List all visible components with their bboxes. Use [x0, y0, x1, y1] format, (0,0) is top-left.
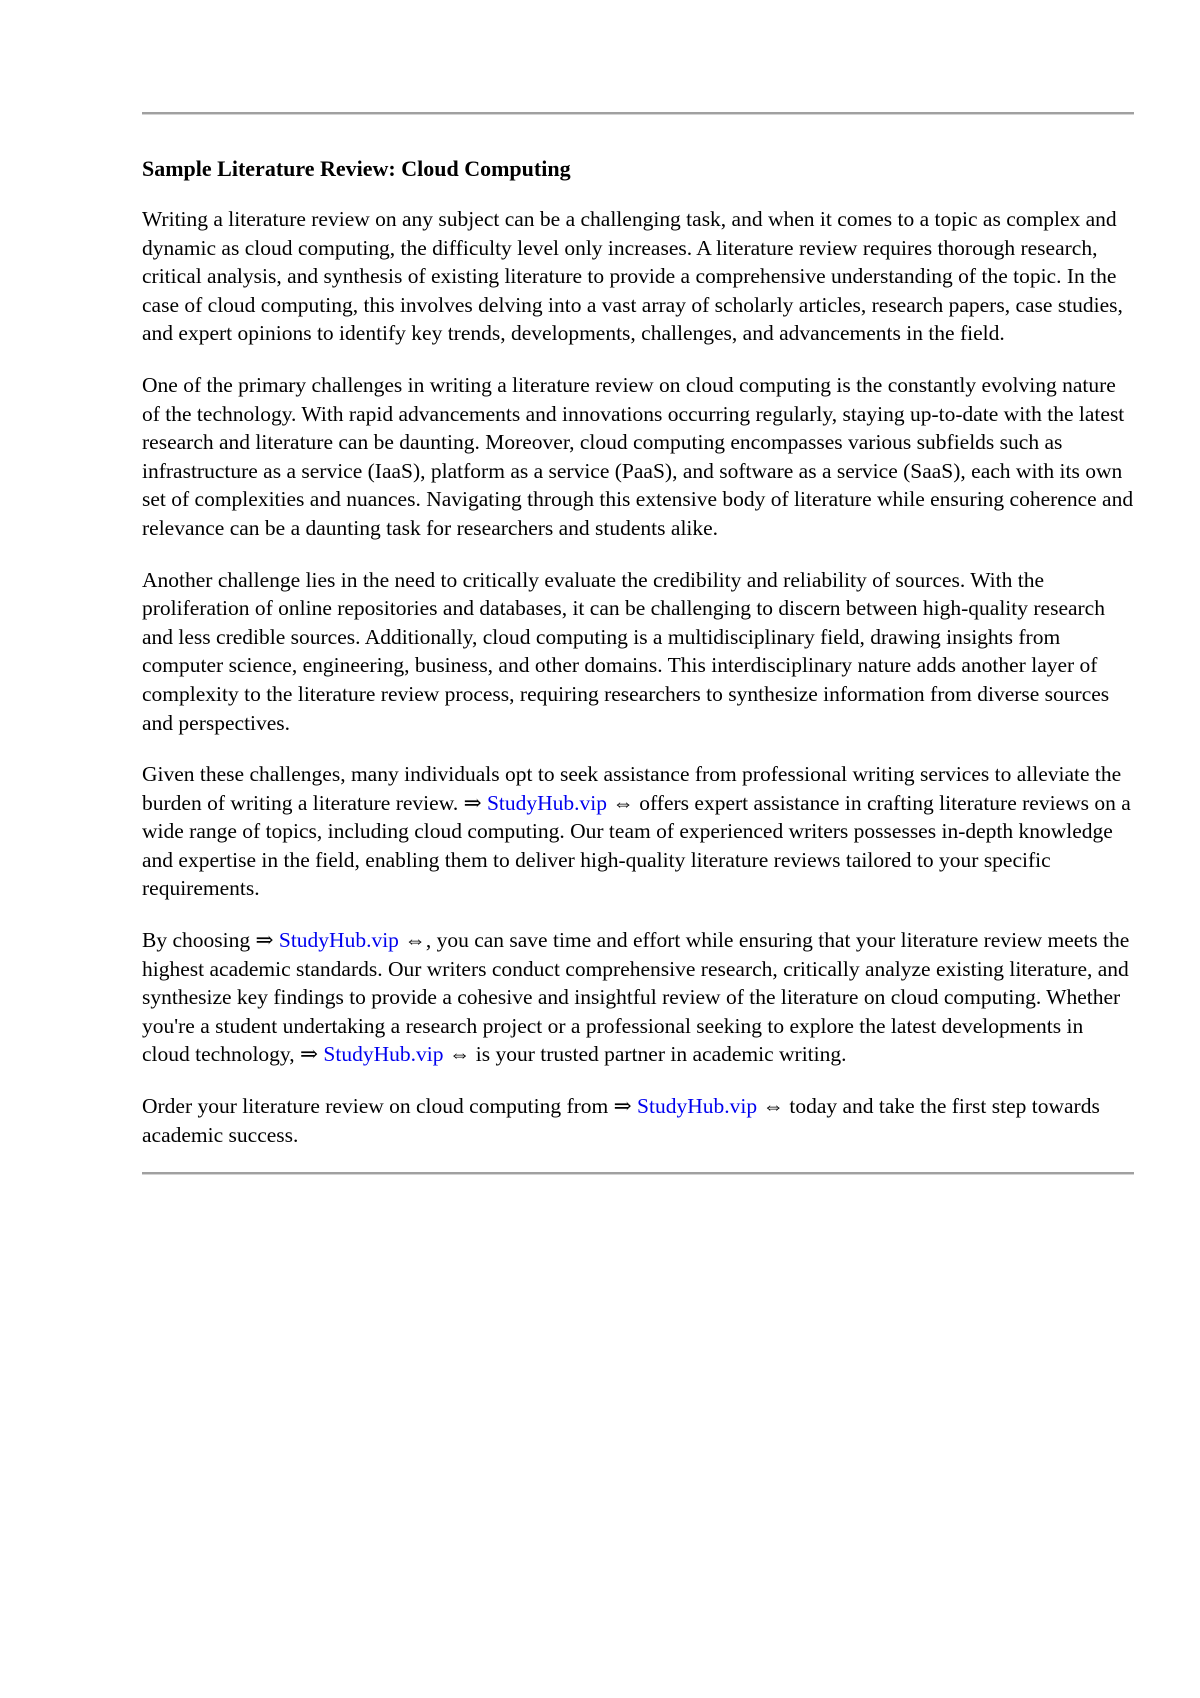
double-arrow-icon: ⇔ [762, 1094, 784, 1119]
paragraph-challenges: One of the primary challenges in writing a literature review on cloud computing is the constantly evolving nature of the technology. With rapid advancements and innovations occurring regularly, staying up-to-date with the latest research and literature can be daunting. Moreover, cloud computing encompasses various subfields such as infrastructure as a service (IaaS), platform as a service (PaaS), and software as a service (SaaS), each with its own set of complexities and nuances. Navigating through this extensive body of literature while ensuring coherence and relevance can be a daunting task for researchers and students alike. [142, 372, 1134, 540]
double-arrow-icon: ⇔ [448, 1042, 471, 1067]
double-arrow-icon: ⇔ [612, 790, 634, 815]
double-arrow-icon: ⇔ [404, 928, 426, 953]
paragraph-text: offers expert assistance in crafting literature reviews on a wide range of topics, including cloud computing. Our team of experienced writers possesses in-depth knowledge and expertise in the field, enabling them to deliver high-quality literature reviews tailored to your specific requirements. [142, 790, 1131, 901]
paragraph-assistance [142, 760, 1134, 903]
paragraph-intro: Writing a literature review on any subject can be a challenging task, and when it comes to a topic as complex and dynamic as cloud computing, the difficulty level only increases. A literature review requires thorough research, critical analysis, and synthesis of existing literature to provide a comprehensive understanding of the topic. In the case of cloud computing, this involves delving into a vast array of scholarly articles, research papers, case studies, and expert opinions to identify key trends, developments, challenges, and advancements in the field. [142, 207, 1123, 346]
studyhub-link[interactable]: StudyHub.vip [486, 790, 608, 815]
arrow-right-icon: ⇒ [463, 790, 482, 815]
paragraph-choosing [142, 926, 1134, 1069]
page-title: Sample Literature Review: Cloud Computing [142, 156, 571, 181]
paragraph-text: By choosing [142, 928, 256, 953]
arrow-right-icon: ⇒ [300, 1042, 319, 1067]
studyhub-link[interactable]: StudyHub.vip [323, 1042, 444, 1067]
arrow-right-icon: ⇒ [255, 928, 274, 953]
top-divider [142, 112, 1134, 115]
document-page [142, 112, 1134, 1175]
paragraph-text: is your trusted partner in academic writing. [470, 1042, 847, 1067]
paragraph-text: Order your literature review on cloud computing from [142, 1094, 614, 1119]
paragraph-text: today and take the first step towards academic success. [142, 1094, 1100, 1147]
paragraph-text: Given these challenges, many individuals opt to seek assistance from professional writing services to alleviate the burden of writing a literature review. [142, 762, 1122, 815]
bottom-divider [142, 1172, 1134, 1175]
paragraph-credibility: Another challenge lies in the need to critically evaluate the credibility and reliability of sources. With the proliferation of online repositories and databases, it can be challenging to discern between high-quality research and less credible sources. Additionally, cloud computing is a multidisciplinary field, drawing insights from computer science, engineering, business, and other domains. This interdisciplinary nature adds another layer of complexity to the literature review process, requiring researchers to synthesize information from diverse sources and perspectives. [142, 567, 1110, 735]
studyhub-link[interactable]: StudyHub.vip [278, 928, 399, 953]
studyhub-link[interactable]: StudyHub.vip [637, 1094, 758, 1119]
paragraph-text: , you can save time and effort while ensuring that your literature review meets the highest academic standards. Our writers conduct comprehensive research, critically analyze existing literature, and synthesize key findings to provide a cohesive and insightful review of the literature on cloud computing. Whether you're a student undertaking a research project or a professional seeking to explore the latest developments in cloud technology, [142, 928, 1130, 1067]
paragraph-order [142, 1092, 1134, 1149]
arrow-right-icon: ⇒ [613, 1094, 632, 1119]
